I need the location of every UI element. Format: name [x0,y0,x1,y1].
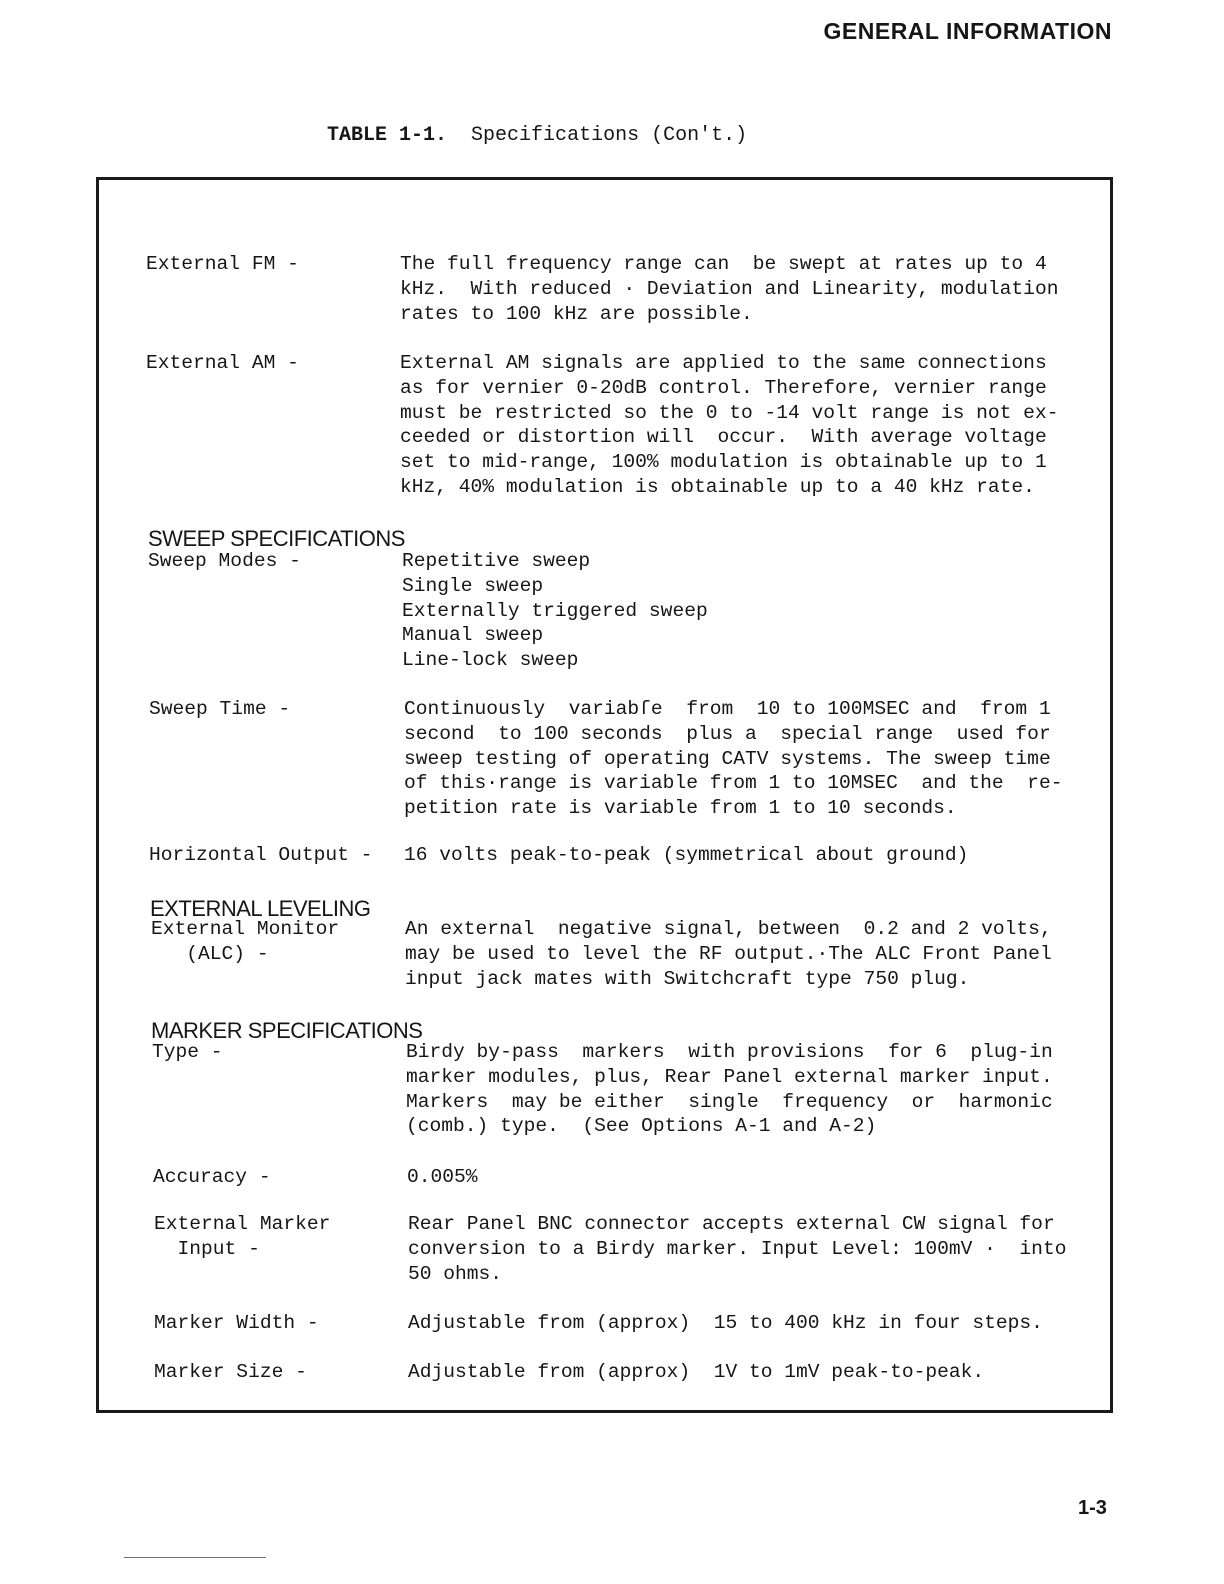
spec-value: Rear Panel BNC connector accepts external CW signal for conversion to a Birdy marker. Input Level: 100mV · into 50 ohms. [408,1213,1067,1285]
specifications-box [96,177,1113,1413]
spec-label: External FM - [146,253,299,275]
section-heading-marker: MARKER SPECIFICATIONS [151,1018,423,1043]
spec-label: Marker Size - [154,1361,307,1383]
spec-label: Horizontal Output - [149,844,373,866]
scan-artifact-line [124,1557,266,1558]
spec-value: Adjustable from (approx) 1V to 1mV peak-to-peak. [408,1361,985,1383]
table-name: Specifications (Con't.) [471,124,748,147]
spec-label: External Marker Input - [154,1213,331,1260]
section-heading-leveling: EXTERNAL LEVELING [150,896,371,921]
spec-label: Sweep Modes - [148,550,301,572]
spec-value: Repetitive sweep Single sweep Externally triggered sweep Manual sweep Line-lock sweep [402,550,708,672]
table-number: TABLE 1-1. [327,124,448,147]
page-number: 1-3 [1078,1497,1107,1519]
spec-label: Type - [152,1041,223,1063]
spec-label: Accuracy - [153,1166,271,1188]
spec-label: External Monitor (ALC) - [151,918,340,965]
spec-value: Adjustable from (approx) 15 to 400 kHz in four steps. [408,1312,1043,1334]
spec-label: Sweep Time - [149,698,291,720]
table-title [327,124,747,147]
spec-value: Birdy by-pass markers with provisions for 6 plug-in marker modules, plus, Rear Panel external marker input. Markers may be either single frequency or harmonic (comb.) type. (See Options A-1 and A-2) [406,1041,1053,1138]
spec-value: 16 volts peak-to-peak (symmetrical about ground) [404,844,969,866]
spec-value: An external negative signal, between 0.2 and 2 volts, may be used to level the RF output.·The ALC Front Panel input jack mates with Switchcraft type 750 plug. [405,918,1052,990]
spec-value: External AM signals are applied to the same connections as for vernier 0-20dB control. Therefore, vernier range must be restricted so the 0 to -14 volt range is not ex- ceeded or distortion will occur. With average voltage set to mid-range, 100% modulation is obtainable up to 1 kHz, 40% modulation is obtainable up to a 40 kHz rate. [400,352,1059,498]
spec-label: Marker Width - [154,1312,319,1334]
spec-label: External AM - [146,352,299,374]
page-header-title: GENERAL INFORMATION [823,18,1112,44]
spec-value: 0.005% [407,1166,478,1188]
spec-value: Continuously variabſe from 10 to 100MSEC and from 1 second to 100 seconds plus a special range used for sweep testing of operating CATV systems. The sweep time of this·range is variable from 1 to 10MSEC and the re- petition rate is variable from 1 to 10 seconds. [404,698,1063,820]
spec-value: The full frequency range can be swept at rates up to 4 kHz. With reduced · Deviation and Linearity, modulation rates to 100 kHz are possible. [400,253,1059,325]
section-heading-sweep: SWEEP SPECIFICATIONS [148,526,405,551]
